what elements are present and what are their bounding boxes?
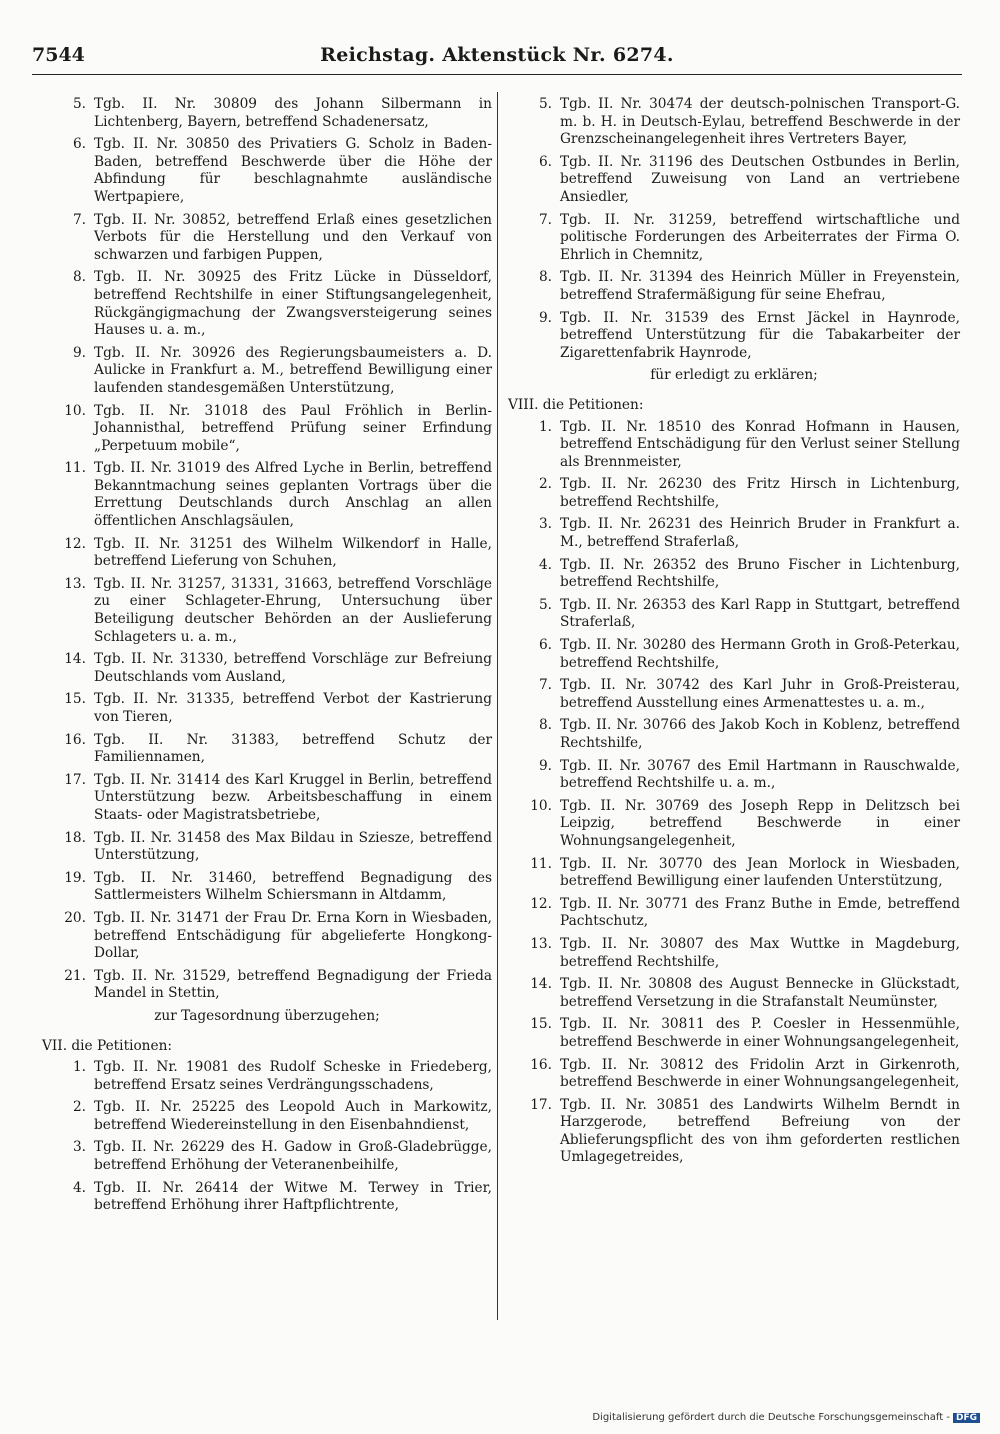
petition-item xyxy=(508,1057,960,1092)
petition-item xyxy=(42,830,492,865)
item-number: 9. xyxy=(538,757,552,774)
item-number: 1. xyxy=(72,1059,86,1076)
petition-item xyxy=(42,1139,492,1174)
right-column xyxy=(508,96,960,1172)
right-closing: für erledigt zu erklären; xyxy=(650,367,818,384)
item-text: Tgb. II. Nr. 31259, betreffend wirtschaftliche und politische Forderungen des Arbeiterrates der Firma O. Ehrlich in Chemnitz, xyxy=(560,211,960,263)
petition-item xyxy=(42,1099,492,1134)
petition-item xyxy=(508,758,960,793)
petition-item xyxy=(508,637,960,672)
petition-item xyxy=(42,212,492,265)
item-text: Tgb. II. Nr. 31539 des Ernst Jäckel in Haynrode, betreffend Unterstützung für die Tabakarbeiter der Zigarettenfabrik Haynrode, xyxy=(560,309,960,361)
item-number: 7. xyxy=(72,211,86,228)
item-number: 12. xyxy=(530,895,552,912)
item-text: Tgb. II. Nr. 30769 des Joseph Repp in Delitzsch bei Leipzig, betreffend Beschwerde in einer Wohnungsangelegenheit, xyxy=(560,797,960,849)
petition-item xyxy=(42,403,492,456)
item-text: Tgb. II. Nr. 26352 des Bruno Fischer in Lichtenburg, betreffend Rechtshilfe, xyxy=(560,556,960,591)
left-column xyxy=(42,96,492,1220)
petition-item xyxy=(508,798,960,851)
petition-item xyxy=(42,968,492,1003)
item-text: Tgb. II. Nr. 30809 des Johann Silbermann in Lichtenberg, Bayern, betreffend Schadenersatz, xyxy=(94,96,492,130)
petition-item xyxy=(42,96,492,131)
item-number: 6. xyxy=(538,637,552,654)
petition-item xyxy=(508,856,960,891)
item-number: 4. xyxy=(72,1179,86,1196)
page-header xyxy=(32,44,962,72)
item-text: Tgb. II. Nr. 30851 des Landwirts Wilhelm Berndt in Harzgerode, betreffend Befreiung von der Ablieferungspflicht des von ihm geforderten restlichen Umlagegetreides, xyxy=(560,1096,960,1166)
item-number: 4. xyxy=(538,556,552,573)
item-text: Tgb. II. Nr. 30767 des Emil Hartmann in Rauschwalde, betreffend Rechtshilfe u. a. m., xyxy=(560,757,960,792)
petition-item xyxy=(508,557,960,592)
item-number: 3. xyxy=(72,1139,86,1156)
item-text: Tgb. II. Nr. 31335, betreffend Verbot der Kastrierung von Tieren, xyxy=(94,691,492,725)
item-number: 11. xyxy=(64,460,86,477)
section-vii-list xyxy=(42,1059,492,1215)
item-text: Tgb. II. Nr. 30474 der deutsch-polnischen Transport-G. m. b. H. in Deutsch-Eylau, betreffend Beschwerde in der Grenzscheinangelegenheit ihres Vertreters Bayer, xyxy=(560,96,960,148)
petition-item xyxy=(42,1180,492,1215)
section-heading-vii: VII. die Petitionen: xyxy=(42,1037,173,1054)
item-text: Tgb. II. Nr. 30770 des Jean Morlock in Wiesbaden, betreffend Bewilligung einer laufenden Unterstützung, xyxy=(560,855,960,890)
item-text: Tgb. II. Nr. 30811 des P. Coesler in Hessenmühle, betreffend Beschwerde in einer Wohnungsangelegenheit, xyxy=(560,1016,960,1050)
item-number: 7. xyxy=(538,677,552,694)
left-closing: zur Tagesordnung überzugehen; xyxy=(154,1007,380,1024)
header-rule xyxy=(32,74,962,75)
item-text: Tgb. II. Nr. 26353 des Karl Rapp in Stuttgart, betreffend Straferlaß, xyxy=(560,596,960,631)
item-number: 8. xyxy=(72,269,86,286)
item-number: 20. xyxy=(64,909,86,926)
item-number: 2. xyxy=(538,476,552,493)
column-divider xyxy=(497,92,498,1320)
petition-item xyxy=(508,419,960,472)
petition-item xyxy=(508,1097,960,1167)
petition-item xyxy=(508,476,960,511)
item-number: 6. xyxy=(538,153,552,170)
item-number: 13. xyxy=(530,935,552,952)
petition-item xyxy=(42,651,492,686)
petition-item xyxy=(508,717,960,752)
item-text: Tgb. II. Nr. 19081 des Rudolf Scheske in Friedeberg, betreffend Ersatz seines Verdrängungsschadens, xyxy=(94,1059,492,1093)
item-text: Tgb. II. Nr. 25225 des Leopold Auch in Markowitz, betreffend Wiedereinstellung in den Eisenbahndienst, xyxy=(94,1099,492,1133)
item-text: Tgb. II. Nr. 31330, betreffend Vorschläge zur Befreiung Deutschlands vom Ausland, xyxy=(94,651,492,685)
item-number: 2. xyxy=(72,1099,86,1116)
petition-item xyxy=(42,870,492,905)
petition-item xyxy=(42,576,492,646)
page-title: Reichstag. Aktenstück Nr. 6274. xyxy=(320,44,674,66)
left-items-list xyxy=(42,96,492,1003)
item-text: Tgb. II. Nr. 26230 des Fritz Hirsch in Lichtenburg, betreffend Rechtshilfe, xyxy=(560,476,960,510)
petition-item xyxy=(42,460,492,530)
item-text: Tgb. II. Nr. 30925 des Fritz Lücke in Düsseldorf, betreffend Rechtshilfe in einer Stiftungsangelegenheit, Rückgängigmachung der Zwangsversteigerung seines Hauses u. a. m., xyxy=(94,269,492,339)
item-number: 3. xyxy=(538,516,552,533)
item-text: Tgb. II. Nr. 18510 des Konrad Hofmann in Hausen, betreffend Entschädigung für den Verlust seiner Stellung als Brennmeister, xyxy=(560,418,960,470)
item-number: 5. xyxy=(538,596,552,613)
petition-item xyxy=(508,96,960,149)
petition-item xyxy=(508,936,960,971)
item-number: 19. xyxy=(64,869,86,886)
item-number: 15. xyxy=(64,691,86,708)
item-text: Tgb. II. Nr. 31257, 31331, 31663, betreffend Vorschläge zu einer Schlageter-Ehrung, Untersuchung über Beteiligung deutscher Behörden an der Auslieferung Schlageters u. a. m., xyxy=(94,575,492,645)
item-number: 8. xyxy=(538,269,552,286)
page-number: 7544 xyxy=(32,44,85,66)
item-text: Tgb. II. Nr. 30807 des Max Wuttke in Magdeburg, betreffend Rechtshilfe, xyxy=(560,935,960,970)
item-number: 7. xyxy=(538,211,552,228)
item-number: 1. xyxy=(538,418,552,435)
item-number: 9. xyxy=(538,309,552,326)
item-text: Tgb. II. Nr. 26414 der Witwe M. Terwey in Trier, betreffend Erhöhung ihrer Haftpflichtrente, xyxy=(94,1179,492,1214)
item-text: Tgb. II. Nr. 30852, betreffend Erlaß eines gesetzlichen Verbots für die Herstellung und den Verkauf von schwarzen und farbigen Puppen, xyxy=(94,211,492,263)
item-text: Tgb. II. Nr. 31471 der Frau Dr. Erna Korn in Wiesbaden, betreffend Entschädigung für abgelieferte Hongkong-Dollar, xyxy=(94,909,492,962)
item-text: Tgb. II. Nr. 30926 des Regierungsbaumeisters a. D. Aulicke in Frankfurt a. M., betreffend Bewilligung einer laufenden standesgemäßen Unterstützung, xyxy=(94,344,492,396)
item-number: 12. xyxy=(64,535,86,552)
item-text: Tgb. II. Nr. 31383, betreffend Schutz der Familiennamen, xyxy=(94,731,492,766)
item-number: 15. xyxy=(530,1016,552,1033)
petition-item xyxy=(508,212,960,265)
item-number: 10. xyxy=(530,797,552,814)
item-text: Tgb. II. Nr. 31018 des Paul Fröhlich in Berlin-Johannisthal, betreffend Prüfung seiner Erfindung „Perpetuum mobile“, xyxy=(94,402,492,454)
petition-item xyxy=(42,910,492,963)
footer-text: Digitalisierung gefördert durch die Deutsche Forschungsgemeinschaft - xyxy=(592,1412,950,1423)
petition-item xyxy=(42,772,492,825)
petition-item xyxy=(508,516,960,551)
item-text: Tgb. II. Nr. 30771 des Franz Buthe in Emde, betreffend Pachtschutz, xyxy=(560,895,960,930)
item-number: 18. xyxy=(64,829,86,846)
item-number: 17. xyxy=(530,1096,552,1113)
petition-item xyxy=(508,269,960,304)
petition-item xyxy=(508,310,960,363)
item-number: 9. xyxy=(72,344,86,361)
item-text: Tgb. II. Nr. 31196 des Deutschen Ostbundes in Berlin, betreffend Zuweisung von Land an vertriebene Ansiedler, xyxy=(560,153,960,205)
item-text: Tgb. II. Nr. 31394 des Heinrich Müller in Freyenstein, betreffend Strafermäßigung für seine Ehefrau, xyxy=(560,269,960,303)
item-text: Tgb. II. Nr. 31458 des Max Bildau in Sziesze, betreffend Unterstützung, xyxy=(94,829,492,864)
petition-item xyxy=(42,345,492,398)
item-number: 11. xyxy=(530,855,552,872)
petition-item xyxy=(42,269,492,339)
petition-item xyxy=(508,154,960,207)
petition-item xyxy=(508,1016,960,1051)
item-text: Tgb. II. Nr. 26229 des H. Gadow in Groß-Gladebrügge, betreffend Erhöhung der Veteranenbeihilfe, xyxy=(94,1139,492,1174)
item-number: 14. xyxy=(64,651,86,668)
section-viii-list xyxy=(508,419,960,1168)
item-text: Tgb. II. Nr. 31019 des Alfred Lyche in Berlin, betreffend Bekanntmachung seines geplanten Vortrags über die Errettung Deutschlands durch Anschlag an allen öffentlichen Anschlagsäulen, xyxy=(94,460,492,530)
item-number: 16. xyxy=(530,1056,552,1073)
item-text: Tgb. II. Nr. 31460, betreffend Begnadigung des Sattlermeisters Wilhelm Schiersmann in Altdamm, xyxy=(94,869,492,904)
item-number: 5. xyxy=(538,96,552,112)
item-number: 17. xyxy=(64,771,86,788)
item-text: Tgb. II. Nr. 30812 des Fridolin Arzt in Girkenroth, betreffend Beschwerde in einer Wohnungsangelegenheit, xyxy=(560,1056,960,1091)
item-text: Tgb. II. Nr. 26231 des Heinrich Bruder in Frankfurt a. M., betreffend Straferlaß, xyxy=(560,516,960,551)
right-items-list xyxy=(508,96,960,362)
item-text: Tgb. II. Nr. 30742 des Karl Juhr in Groß-Preisterau, betreffend Ausstellung eines Armenattestes u. a. m., xyxy=(560,677,960,711)
item-number: 21. xyxy=(64,967,86,984)
item-number: 10. xyxy=(64,402,86,419)
petition-item xyxy=(508,677,960,712)
item-text: Tgb. II. Nr. 30280 des Hermann Groth in Groß-Peterkau, betreffend Rechtshilfe, xyxy=(560,637,960,671)
item-number: 13. xyxy=(64,575,86,592)
petition-item xyxy=(42,732,492,767)
section-heading-viii: VIII. die Petitionen: xyxy=(508,396,644,413)
item-number: 6. xyxy=(72,136,86,153)
item-text: Tgb. II. Nr. 30850 des Privatiers G. Scholz in Baden-Baden, betreffend Beschwerde über die Höhe der Abfindung für beschlagnahmte ausländische Wertpapiere, xyxy=(94,136,492,205)
petition-item xyxy=(42,691,492,726)
dfg-logo: DFG xyxy=(953,1413,980,1423)
item-number: 16. xyxy=(64,731,86,748)
item-text: Tgb. II. Nr. 31414 des Karl Kruggel in Berlin, betreffend Unterstützung bezw. Arbeitsbeschaffung in einem Staats- oder Magistratsbetriebe, xyxy=(94,771,492,823)
petition-item xyxy=(42,136,492,206)
item-text: Tgb. II. Nr. 31251 des Wilhelm Wilkendorf in Halle, betreffend Lieferung von Schuhen, xyxy=(94,535,492,570)
digitization-footer xyxy=(592,1412,980,1423)
petition-item xyxy=(42,536,492,571)
petition-item xyxy=(508,597,960,632)
petition-item xyxy=(42,1059,492,1094)
petition-item xyxy=(508,976,960,1011)
item-text: Tgb. II. Nr. 30808 des August Bennecke in Glückstadt, betreffend Versetzung in die Strafanstalt Neumünster, xyxy=(560,976,960,1010)
item-number: 5. xyxy=(72,96,86,112)
petition-item xyxy=(508,896,960,931)
item-text: Tgb. II. Nr. 30766 des Jakob Koch in Koblenz, betreffend Rechtshilfe, xyxy=(560,717,960,751)
item-text: Tgb. II. Nr. 31529, betreffend Begnadigung der Frieda Mandel in Stettin, xyxy=(94,967,492,1002)
item-number: 8. xyxy=(538,717,552,734)
item-number: 14. xyxy=(530,976,552,993)
